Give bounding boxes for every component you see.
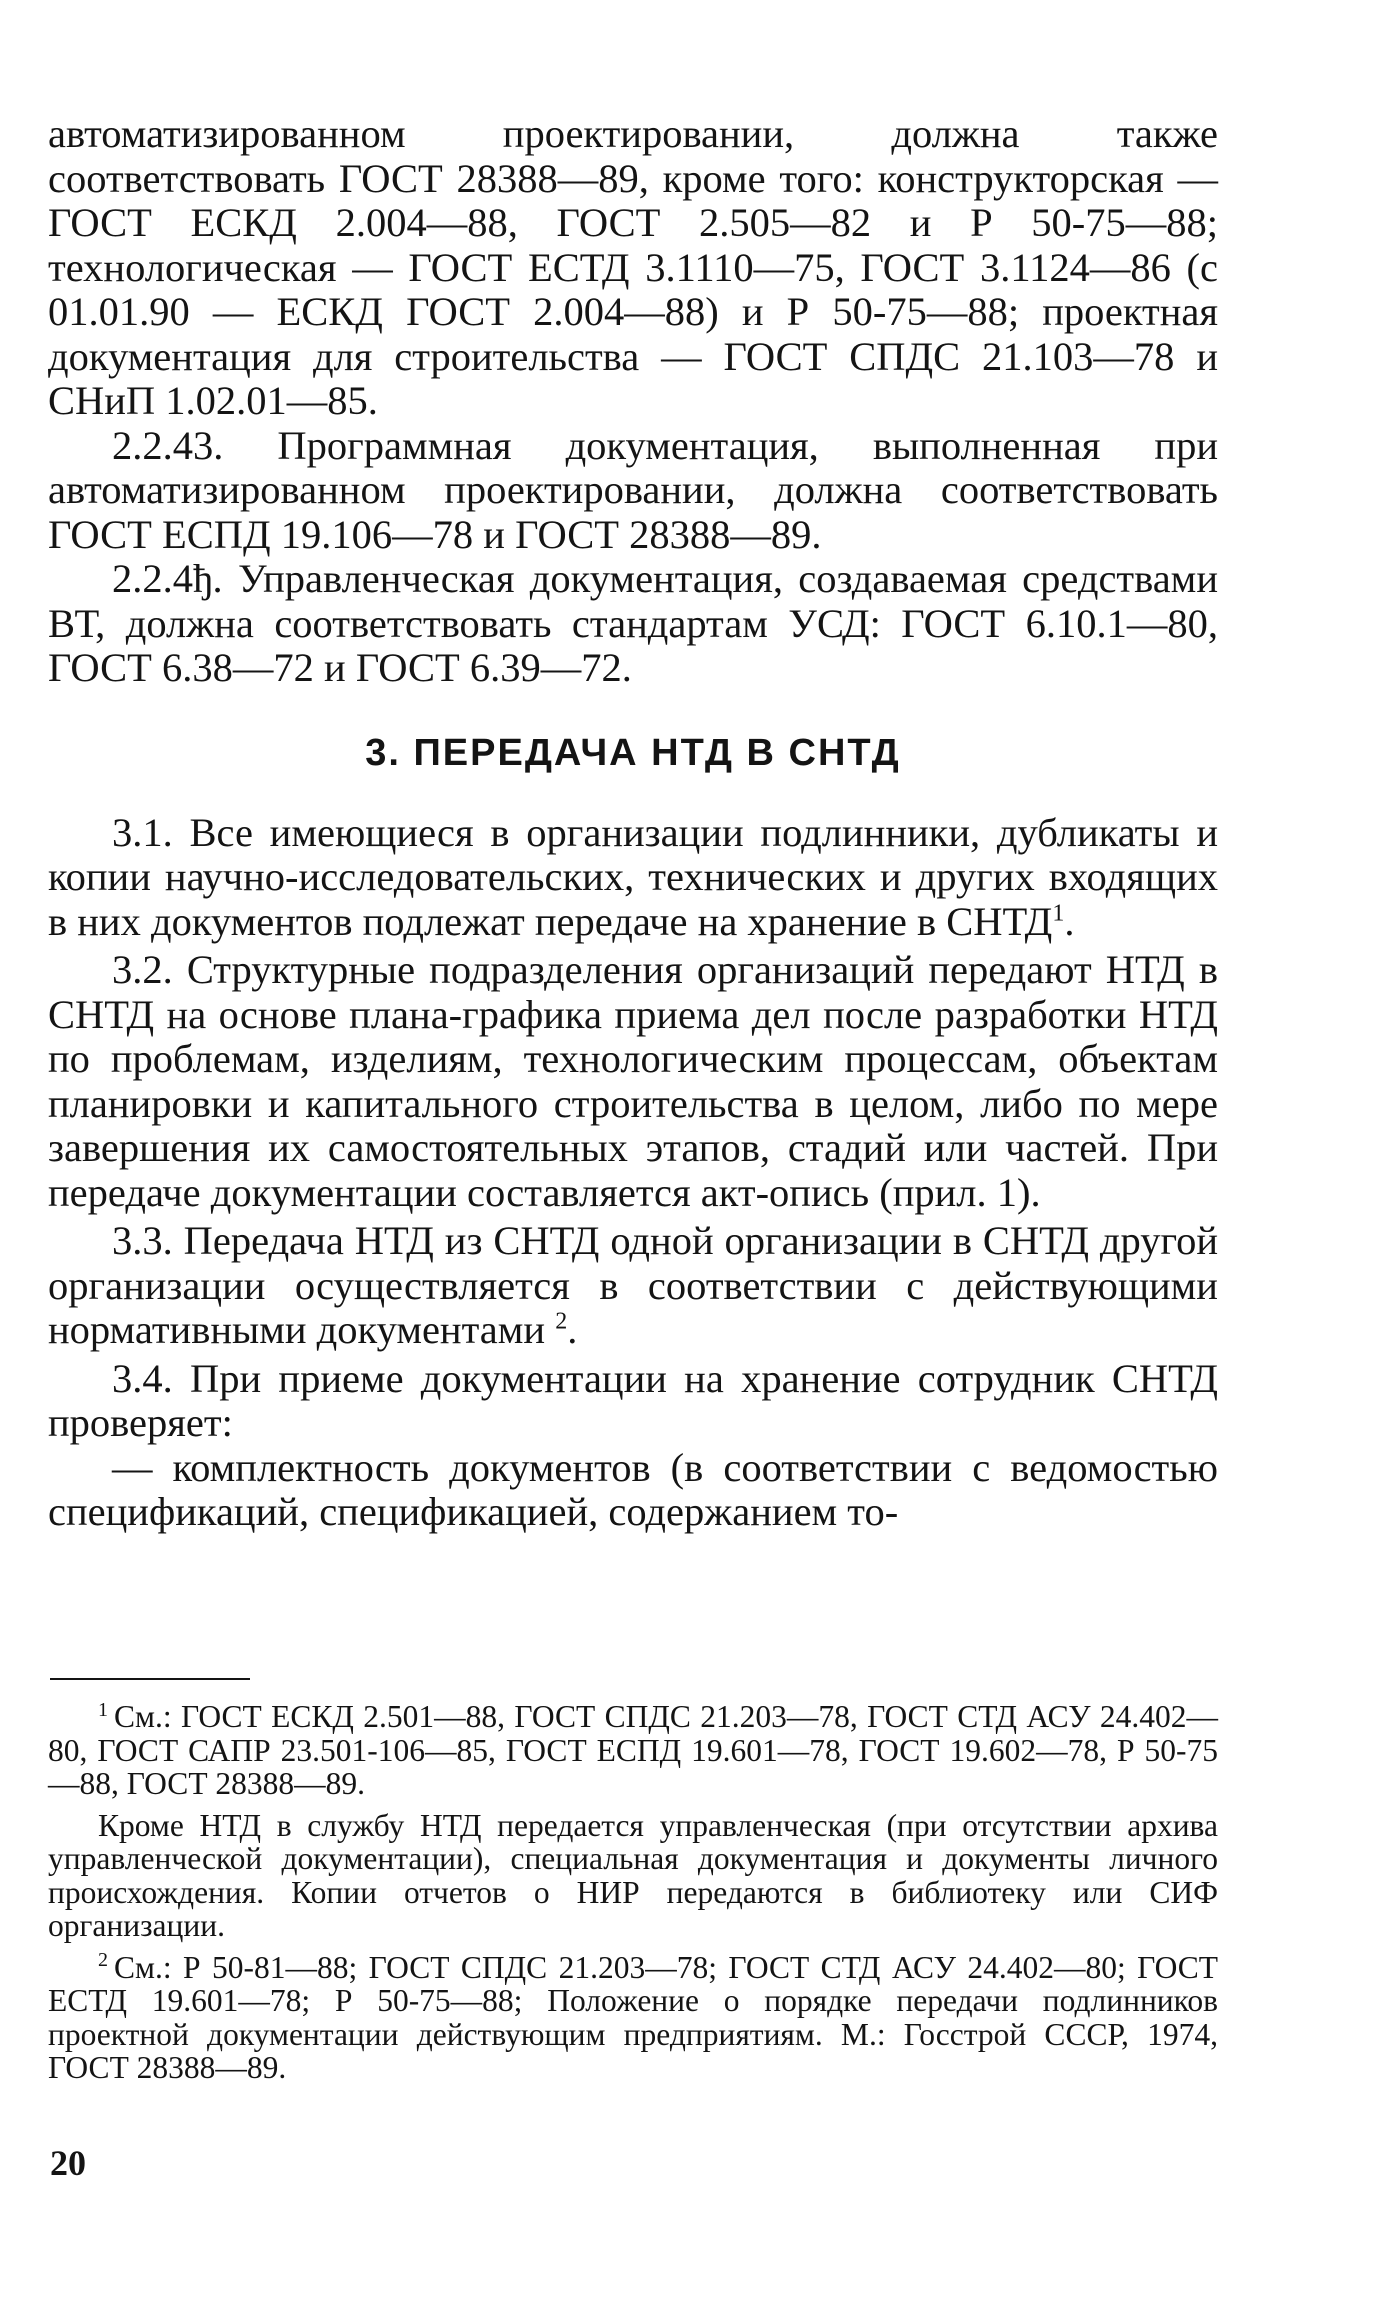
footnote-1 (48, 1700, 1218, 1801)
paragraph-3-2: 3.2. Структурные подразделения организаций передают НТД в СНТД на основе плана-графика приема дел после разработки НТД по проблемам, изделиям, технологическим процессам, объектам планировки и капитального строительства в целом, либо по мере завершения их самостоятельных этапов, стадий или частей. При передаче документации составляется акт-опись (прил. 1). (48, 947, 1218, 1215)
footnote-2-mark: 2 (98, 1949, 108, 1971)
footnote-1-text: См.: ГОСТ ЕСКД 2.501—88, ГОСТ СПДС 21.203—78, ГОСТ СТД АСУ 24.402—80, ГОСТ САПР 23.501-106—85, ГОСТ ЕСПД 19.601—78, ГОСТ 19.602—78, Р 50-75—88, ГОСТ 28388—89. (48, 1699, 1218, 1801)
footnote-1-mark: 1 (98, 1698, 108, 1721)
page-number: 20 (50, 2143, 86, 2183)
footnote-ref-1: 1 (1052, 900, 1065, 926)
paragraph-3-3 (48, 1219, 1218, 1353)
main-text (48, 112, 1218, 1535)
paragraph-2-2-44: 2.2.4ђ. Управленческая документация, создаваемая средствами ВТ, должна соответствовать стандартам УСД: ГОСТ 6.10.1—80, ГОСТ 6.38—72 и ГОСТ 6.39—72. (48, 556, 1218, 690)
paragraph-2-2-43: 2.2.43. Программная документация, выполненная при автоматизированном проектировании, должна соответствовать ГОСТ ЕСПД 19.106—78 и ГОСТ 28388—89. (48, 422, 1218, 557)
paragraph-3-3-end: . (567, 1307, 578, 1352)
paragraph-3-1 (48, 811, 1218, 945)
paragraph-list-item: — комплектность документов (в соответствии с ведомостью спецификаций, спецификацией, содержанием то- (48, 1444, 1218, 1534)
section-heading: 3. ПЕРЕДАЧА НТД В СНТД (365, 731, 901, 774)
footnote-2 (48, 1951, 1218, 2085)
paragraph-3-4: 3.4. При приеме документации на хранение сотрудник СНТД проверяет: (48, 1355, 1218, 1445)
paragraph-3-1-end: . (1064, 898, 1075, 944)
paragraph-continuation: автоматизированном проектировании, должна также соответствовать ГОСТ 28388—89, кроме того: конструкторская — ГОСТ ЕСКД 2.004—88, ГОСТ 2.505—82 и Р 50-75—88; технологическая — ГОСТ ЕСТД 3.1110—75, ГОСТ 3.1124—86 (с 01.01.90 — ЕСКД ГОСТ 2.004—88) и Р 50-75—88; проектная документация для строительства — ГОСТ СПДС 21.103—78 и СНиП 1.02.01—85. (48, 111, 1218, 423)
paragraph-3-3-text: 3.3. Передача НТД из СНТД одной организации в СНТД другой организации осуществляется в соответствии с действующими нормативными документами (48, 1218, 1218, 1352)
footnote-2-text: См.: Р 50-81—88; ГОСТ СПДС 21.203—78; ГОСТ СТД АСУ 24.402—80; ГОСТ ЕСТД 19.601—78; Р 50-75—88; Положение о порядке передачи подлинников проектной документации действующим предприятиям. М.: Госстрой СССР, 1974, ГОСТ 28388—89. (48, 1949, 1218, 2085)
footnote-ref-2: 2 (555, 1308, 568, 1335)
footnote-1-continuation: Кроме НТД в службу НТД передается управленческая (при отсутствии архива управленческой документации), специальная документация и документы личного происхождения. Копии отчетов о НИР передаются в библиотеку или СИФ организации. (48, 1807, 1218, 1943)
footnotes (48, 1700, 1218, 2093)
footnote-separator (50, 1678, 250, 1680)
paragraph-3-1-text: 3.1. Все имеющиеся в организации подлинники, дубликаты и копии научно-исследовательских, технических и других входящих в них документов подлежат передаче на хранение в СНТД (48, 809, 1218, 944)
